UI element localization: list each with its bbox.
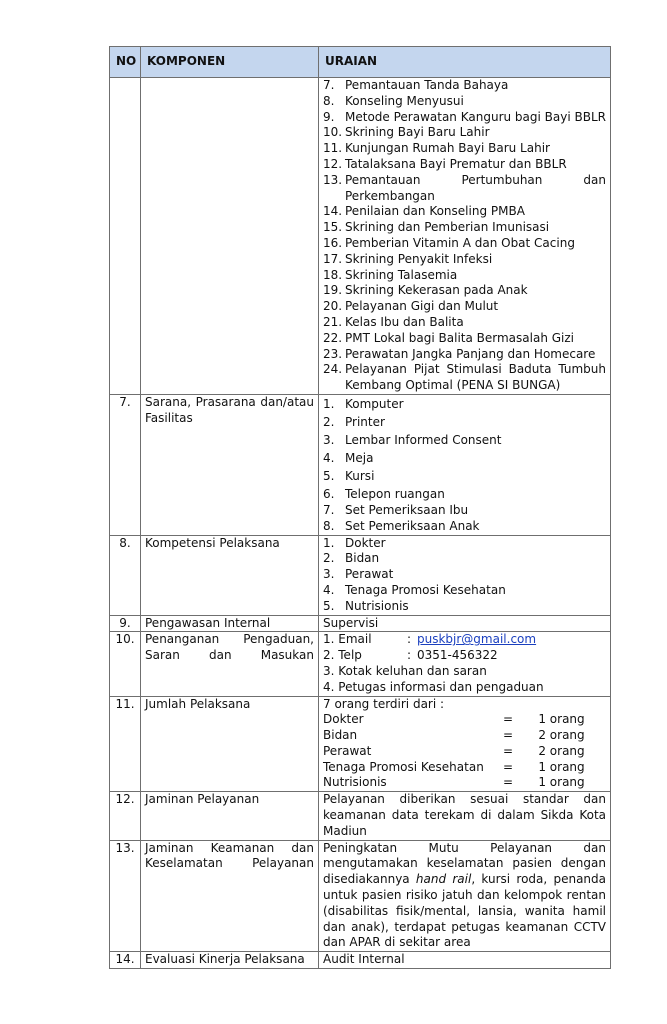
complaint-email: 1. Email : puskbjr@gmail.com (323, 632, 537, 647)
table-row (110, 696, 611, 792)
table-row (110, 535, 611, 615)
table-row (110, 952, 611, 969)
row-no: 9. (110, 615, 141, 632)
row-description (319, 535, 611, 615)
row-component (141, 78, 319, 395)
row-component (141, 840, 319, 952)
safety-component-text: Jaminan Keamanan dan Keselamatan Pelayanan (145, 840, 314, 871)
header-no: NO (110, 47, 141, 78)
list-item: 9. Metode Perawatan Kanguru bagi Bayi BBLR (323, 109, 606, 124)
row-description: Peningkatan Mutu Pelayanan dan mengutamakan keselamatan pasien dengan disediakannya hand rail, kursi roda, penanda untuk pasien risiko jatuh dan kelompok rentan (disabilitas fisik/mental, lansia, wanita hamil dan anak), terdapat petugas keamanan CCTV dan APAR di sekitar area (319, 840, 611, 952)
list-item: 15. Skrining dan Pemberian Imunisasi (323, 220, 550, 235)
list-item: 22. PMT Lokal bagi Balita Bermasalah Gizi (323, 330, 575, 345)
list-item: 14. Penilaian dan Konseling PMBA (323, 204, 525, 219)
table-row (110, 615, 611, 632)
complaints-component-text: Penanganan Pengaduan, Saran dan Masukan (145, 632, 314, 663)
list-item: 23. Perawatan Jangka Panjang dan Homecare (323, 346, 596, 361)
row-description (319, 394, 611, 535)
staff-item: Nutrisionis = 1 orang (323, 775, 585, 790)
row-description: Audit Internal (319, 952, 611, 969)
header-description: URAIAN (319, 47, 611, 78)
row-component: Jumlah Pelaksana (141, 696, 319, 792)
staff-intro: 7 orang terdiri dari : (323, 696, 445, 711)
table-row (110, 78, 611, 395)
list-item: 4. Meja (323, 450, 374, 465)
row-description (319, 696, 611, 792)
row-component: Evaluasi Kinerja Pelaksana (141, 952, 319, 969)
list-item: 5. Nutrisionis (323, 598, 409, 613)
list-item: 3. Perawat (323, 567, 394, 582)
staff-item: Bidan = 2 orang (323, 728, 585, 743)
list-item: 2. Printer (323, 414, 385, 429)
row-description: Supervisi (319, 615, 611, 632)
list-item: 19. Skrining Kekerasan pada Anak (323, 283, 528, 298)
list-item: 7. Pemantauan Tanda Bahaya (323, 78, 509, 92)
list-item: 8. Konseling Menyusui (323, 93, 464, 108)
table-row (110, 632, 611, 696)
table-row (110, 394, 611, 535)
complaint-item: 3. Kotak keluhan dan saran (323, 663, 487, 678)
row-component: Sarana, Prasarana dan/atau Fasilitas (141, 394, 319, 535)
list-item: 1. Dokter (323, 535, 386, 550)
list-item: 13. Pemantauan Pertumbuhan dan Perkembangan (323, 172, 606, 203)
list-item: 21. Kelas Ibu dan Balita (323, 314, 464, 329)
complaint-phone: 2. Telp : 0351-456322 (323, 648, 498, 663)
row-description: Pelayanan diberikan sesuai standar dan keamanan data terekam di dalam Sikda Kota Madiun (319, 792, 611, 840)
list-item: 6. Telepon ruangan (323, 486, 445, 501)
table-header-row (110, 47, 611, 78)
complaint-item: 4. Petugas informasi dan pengaduan (323, 679, 544, 694)
row-description (319, 632, 611, 696)
facility-list (323, 395, 606, 535)
row-component: Jaminan Pelayanan (141, 792, 319, 840)
list-item: 18. Skrining Talasemia (323, 267, 458, 282)
row-no: 13. (110, 840, 141, 952)
safety-italic-term: hand rail (415, 872, 472, 887)
table-row (110, 792, 611, 840)
email-link[interactable]: puskbjr@gmail.com (417, 632, 537, 647)
header-component: KOMPONEN (141, 47, 319, 78)
row-no: 12. (110, 792, 141, 840)
service-standard-table (109, 46, 611, 969)
row-component (141, 632, 319, 696)
list-item: 4. Tenaga Promosi Kesehatan (323, 582, 506, 597)
list-item: 12. Tatalaksana Bayi Prematur dan BBLR (323, 156, 567, 171)
list-item: 16. Pemberian Vitamin A dan Obat Cacing (323, 235, 575, 250)
row-description (319, 78, 611, 395)
table-row (110, 840, 611, 952)
list-item: 7. Set Pemeriksaan Ibu (323, 502, 469, 517)
list-item: 3. Lembar Informed Consent (323, 432, 502, 447)
service-list (323, 78, 606, 394)
row-no: 11. (110, 696, 141, 792)
row-component: Pengawasan Internal (141, 615, 319, 632)
list-item: 24. Pelayanan Pijat Stimulasi Baduta Tumbuh Kembang Optimal (PENA SI BUNGA) (323, 362, 606, 393)
list-item: 8. Set Pemeriksaan Anak (323, 518, 480, 533)
row-no: 7. (110, 394, 141, 535)
list-item: 5. Kursi (323, 468, 375, 483)
staff-item: Perawat = 2 orang (323, 743, 585, 758)
list-item: 17. Skrining Penyakit Infeksi (323, 251, 493, 266)
list-item: 10. Skrining Bayi Baru Lahir (323, 125, 490, 140)
staff-item: Tenaga Promosi Kesehatan = 1 orang (323, 759, 585, 774)
row-no: 8. (110, 535, 141, 615)
row-no: 14. (110, 952, 141, 969)
row-no: 10. (110, 632, 141, 696)
list-item: 11. Kunjungan Rumah Bayi Baru Lahir (323, 141, 550, 156)
list-item: 1. Komputer (323, 396, 404, 411)
staff-item: Dokter = 1 orang (323, 712, 585, 727)
row-component: Kompetensi Pelaksana (141, 535, 319, 615)
row-no (110, 78, 141, 395)
list-item: 2. Bidan (323, 551, 380, 566)
competence-list (323, 536, 606, 615)
list-item: 20. Pelayanan Gigi dan Mulut (323, 299, 499, 314)
